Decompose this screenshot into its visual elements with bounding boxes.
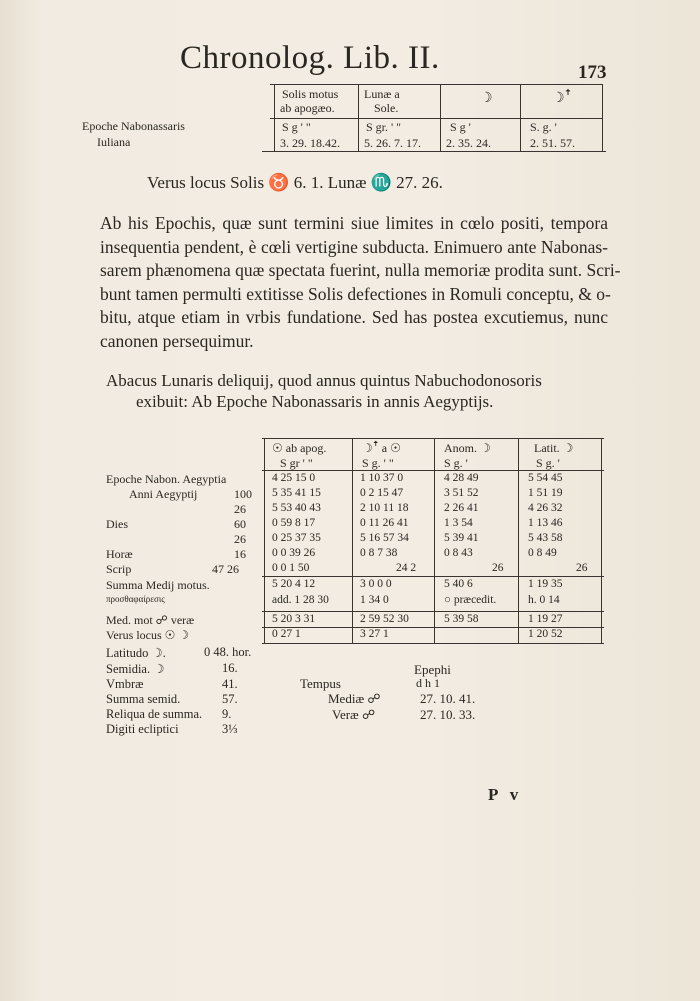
cell-value: 1 34 0 [360, 594, 389, 606]
row-number: 16 [234, 547, 246, 561]
row-number: 100 [234, 487, 252, 501]
row-label: Anni Aegyptij [129, 487, 198, 501]
row-number: 60 [234, 517, 246, 531]
epephi-title: Epephi [414, 662, 451, 677]
summary-label: Latitudo ☽. [106, 646, 166, 660]
cell-value: 26 [576, 562, 588, 574]
row-label: Horæ [106, 547, 133, 561]
epephi-units: d h 1 [416, 676, 440, 690]
cell-value: 2 10 11 18 [360, 502, 409, 514]
summary-value: 57. [222, 692, 238, 706]
value: 2. 35. 24. [446, 136, 491, 150]
units: S g ' [450, 120, 471, 134]
rule [434, 438, 435, 644]
cell-value: 5 20 3 31 [272, 613, 316, 625]
rule [602, 84, 603, 152]
text-line: insequentia pendent, è cœli vertigine subducta. Enimuero ante Nabonas- [100, 236, 608, 257]
column-header: ☉ ab apog. [272, 441, 327, 455]
cell-value: 3 51 52 [444, 487, 479, 499]
cell-value: 5 39 41 [444, 532, 479, 544]
cell-value: 1 13 46 [528, 517, 563, 529]
rule [520, 84, 521, 152]
rule [262, 151, 606, 152]
cell-value: 0 11 26 41 [360, 517, 409, 529]
column-units: S g. ' " [362, 456, 394, 470]
moon-symbol: ☽ [480, 91, 493, 106]
cell-value: 2 59 52 30 [360, 613, 409, 625]
cell-value: 1 19 35 [528, 578, 563, 590]
row-label: Scrip [106, 562, 132, 576]
epephi-row-value: 27. 10. 33. [420, 707, 476, 722]
cell-value: 5 40 6 [444, 578, 473, 590]
summary-label: Semidia. ☽ [106, 662, 165, 676]
row-label: Med. mot ☍ veræ [106, 613, 195, 627]
cell-value: 5 54 45 [528, 472, 563, 484]
cell-value: 0 8 49 [528, 547, 557, 559]
rule [262, 576, 604, 577]
column-units: S g. ' [444, 456, 468, 470]
column-units: S gr ' " [280, 456, 313, 470]
column-header: Latit. ☽ [534, 441, 574, 455]
cell-value: 1 3 54 [444, 517, 473, 529]
cell-value: 4 26 32 [528, 502, 563, 514]
rule [262, 611, 604, 612]
epephi-row-label: Veræ ☍ [332, 707, 376, 722]
cell-value: 24 2 [396, 562, 417, 574]
rule [518, 438, 519, 644]
text-line: bunt tamen permulti extitisse Solis defectiones in Romuli conceptu, & o- [100, 283, 611, 304]
epephi-row-value: 27. 10. 41. [420, 691, 476, 706]
cell-value: 0 0 1 50 [272, 562, 310, 574]
summary-value: 16. [222, 661, 238, 675]
row-number: 26 [234, 502, 246, 516]
cell-value: 26 [492, 562, 504, 574]
rule [358, 84, 359, 152]
cell-value: 0 59 8 17 [272, 517, 316, 529]
cell-value: 1 10 37 0 [360, 472, 404, 484]
column-units: S g. ' [536, 456, 560, 470]
rule [262, 438, 604, 439]
cell-value: 2 26 41 [444, 502, 479, 514]
cell-value: 1 51 19 [528, 487, 563, 499]
summary-label: Digiti ecliptici [106, 722, 179, 736]
row-label: Epoche Nabon. Aegyptia [106, 472, 227, 486]
column-header: Sole. [374, 101, 399, 115]
row-label: Verus locus ☉ ☽ [106, 628, 190, 642]
row-number: 47 26 [212, 562, 239, 576]
verus-locus-line: Verus locus Solis ♉ 6. 1. Lunæ ♏ 27. 26. [147, 173, 443, 192]
page-number: 173 [578, 62, 607, 83]
summary-value: 0 48. hor. [204, 645, 252, 659]
cell-value: 0 8 43 [444, 547, 473, 559]
column-header: ☽ꜛ a ☉ [362, 441, 401, 455]
tempus-label: Tempus [300, 676, 341, 691]
summary-value: 41. [222, 677, 238, 691]
cell-value: 4 28 49 [444, 472, 479, 484]
value: 2. 51. 57. [530, 136, 575, 150]
cell-value: 5 53 40 43 [272, 502, 321, 514]
row-label: Epoche Nabonassaris [82, 119, 185, 133]
rule [270, 84, 602, 85]
summary-label: Reliqua de summa. [106, 707, 203, 721]
units: S. g. ' [530, 120, 557, 134]
rule [440, 84, 441, 152]
rule [601, 438, 602, 644]
cell-value: 0 25 37 35 [272, 532, 321, 544]
rule [264, 438, 265, 644]
text-line: sarem phænomena quæ spectata fuerint, nulla memoriæ prodita sunt. Scri- [100, 260, 621, 280]
cell-value: 1 19 27 [528, 613, 563, 625]
column-header: Anom. ☽ [444, 441, 491, 455]
row-number: 26 [234, 532, 246, 546]
column-header: Solis motus [282, 87, 339, 101]
cell-value: 5 16 57 34 [360, 532, 409, 544]
summary-label: Vmbræ [106, 677, 144, 691]
cell-value: 0 8 7 38 [360, 547, 398, 559]
cell-value: 5 20 4 12 [272, 578, 316, 590]
cell-value: 5 39 58 [444, 613, 479, 625]
rule [352, 438, 353, 644]
units: S g ' " [282, 120, 311, 134]
cell-value: h. 0 14 [528, 594, 560, 606]
running-head: Chronolog. Lib. II. [180, 40, 440, 76]
cell-value: ○ præcedit. [444, 594, 497, 606]
value: 5. 26. 7. 17. [364, 136, 421, 150]
cell-value: 3 27 1 [360, 628, 389, 640]
cell-value: 0 0 39 26 [272, 547, 316, 559]
summary-value: 9. [222, 707, 232, 721]
signature-mark: P v [488, 785, 523, 804]
cell-value: 4 25 15 0 [272, 472, 316, 484]
summary-value: 3⅓ [222, 722, 238, 736]
cell-value: 5 43 58 [528, 532, 563, 544]
row-label: Dies [106, 517, 128, 531]
column-header: ab apogæo. [280, 101, 335, 115]
abacus-title-line: exibuit: Ab Epoche Nabonassaris in annis Aegyptijs. [136, 392, 494, 411]
moon-symbol: ☽ꜛ [552, 91, 572, 106]
body-paragraph [100, 212, 621, 353]
text-line: bitu, atque etiam in vrbis fundatione. Sed has postea excutiemus, nunc [100, 307, 608, 327]
cell-value: 1 20 52 [528, 628, 563, 640]
cell-value: 0 2 15 47 [360, 487, 404, 499]
row-label: προσθαφαίρεσις [106, 594, 165, 604]
epephi-row-label: Mediæ ☍ [328, 691, 381, 706]
rule [262, 643, 604, 644]
abacus-title [100, 370, 610, 412]
row-label: Iuliana [97, 135, 131, 149]
abacus-title-line: Abacus Lunaris deliquij, quod annus quintus Nabuchodonosoris [106, 371, 542, 390]
text-line: canonen persequimur. [100, 330, 254, 351]
row-label: Summa Medij motus. [106, 578, 210, 592]
cell-value: add. 1 28 30 [272, 594, 329, 606]
text-line: Ab his Epochis, quæ sunt termini siue limites in cœlo positi, tempora [100, 213, 608, 233]
cell-value: 5 35 41 15 [272, 487, 321, 499]
cell-value: 0 27 1 [272, 628, 301, 640]
units: S gr. ' " [366, 120, 402, 134]
rule [274, 84, 275, 152]
column-header: Lunæ a [364, 87, 400, 101]
cell-value: 3 0 0 0 [360, 578, 392, 590]
summary-label: Summa semid. [106, 692, 181, 706]
rule [270, 118, 602, 119]
value: 3. 29. 18.42. [280, 136, 340, 150]
